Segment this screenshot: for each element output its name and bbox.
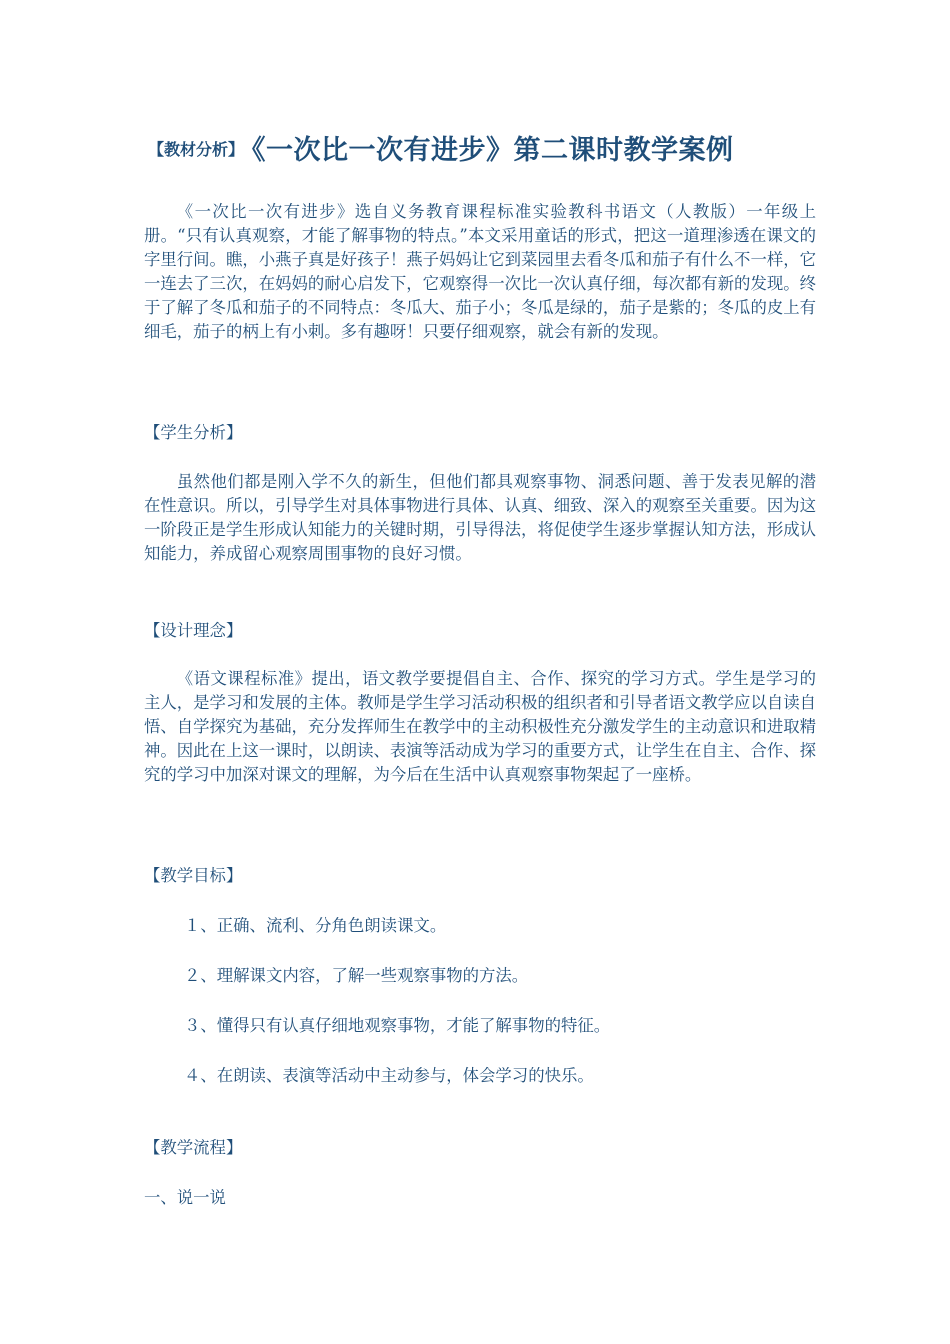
title-tag: 【教材分析】 (148, 140, 245, 159)
process-step-heading: 一、说一说 (144, 1188, 226, 1207)
goal-item: ２、理解课文内容，了解一些观察事物的方法。 (184, 966, 529, 985)
design-concept-heading: 【设计理念】 (144, 621, 243, 640)
goal-item: ３、懂得只有认真仔细地观察事物，才能了解事物的特征。 (184, 1016, 611, 1035)
student-analysis-heading: 【学生分析】 (144, 423, 243, 442)
student-analysis-paragraph: 虽然他们都是刚入学不久的新生，但他们都具观察事物、洞悉问题、善于发表见解的潜在性意识。所以，引导学生对具体事物进行具体、认真、细致、深入的观察至关重要。因为这一阶段正是学生形成认知能力的关键时期，引导得法，将促使学生逐步掌握认知方法，形成认知能力，养成留心观察周围事物的良好习惯。 (144, 472, 817, 563)
title-main: 《一次比一次有进步》第二课时教学案例 (252, 135, 734, 166)
teaching-process-heading: 【教学流程】 (144, 1138, 243, 1157)
design-concept-paragraph: 《语文课程标准》提出，语文教学要提倡自主、合作、探究的学习方式。学生是学习的主人，是学习和发展的主体。教师是学生学习活动积极的组织者和引导者语文教学应以自读自悟、自学探究为基础，充分发挥师生在教学中的主动积极性充分激发学生的主动意识和进取精神。因此在上这一课时，以朗读、表演等活动成为学习的重要方式，让学生在自主、合作、探究的学习中加深对课文的理解，为今后在生活中认真观察事物架起了一座桥。 (144, 669, 817, 784)
teaching-goals-heading: 【教学目标】 (144, 866, 243, 885)
material-analysis-paragraph: 《一次比一次有进步》选自义务教育课程标准实验教科书语文（人教版）一年级上册。“只有认真观察，才能了解事物的特点。”本文采用童话的形式，把这一道理渗透在课文的字里行间。瞧，小燕子真是好孩子！燕子妈妈让它到菜园里去看冬瓜和茄子有什么不一样，它一连去了三次，在妈妈的耐心启发下，它观察得一次比一次认真仔细，每次都有新的发现。终于了解了冬瓜和茄子的不同特点：冬瓜大、茄子小；冬瓜是绿的，茄子是紫的；冬瓜的皮上有细毛，茄子的柄上有小刺。多有趣呀！只要仔细观察，就会有新的发现。 (144, 202, 817, 341)
goal-item: ４、在朗读、表演等活动中主动参与，体会学习的快乐。 (184, 1066, 594, 1085)
goal-item: １、正确、流利、分角色朗读课文。 (184, 916, 447, 935)
document-title (148, 128, 828, 167)
